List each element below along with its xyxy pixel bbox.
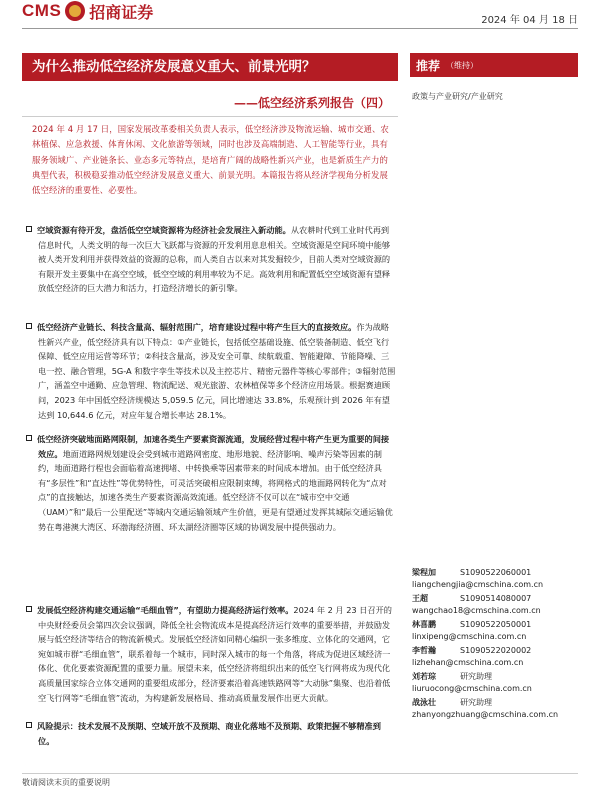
section-lead: 发展低空经济构建交通运输“毛细血管”，有望助力提高经济运行效率。 — [37, 605, 294, 615]
analyst-entry — [412, 645, 580, 668]
section-text: 地面道路网规划建设会受到城市道路网密度、地形地貌、经济影响、噪声污染等因素的制约，地面道路行程也会面临着高速拥堵、中转换乘等因素带来的时间成本增加。由于低空经济具有“多层性”和“直达性”等优势特性，可灵活突破相应限制束缚，将网格式的地面路网转化为“点对点”的直接触达，加速各类生产要素资源高效流通。低空经济不仅可以在“城市空中交通（UAM）”和“最后一公里配送”等城内交通运输领域产生价值，更是有望通过发挥其城际交通运输优势在粤港澳大湾区、环渤海经济圈、环太湖经济圈等区域的协调发展中提供强动力。 — [38, 448, 393, 532]
section-risk-warning — [26, 719, 396, 748]
section-lead: 低空经济产业链长、科技含量高、辐射范围广，培育建设过程中将产生巨大的直接效应。 — [37, 322, 357, 332]
analyst-code: S1090514080007 — [460, 594, 532, 603]
analyst-code: S1090522050001 — [460, 620, 532, 629]
section-text: 2024 年 2 月 23 日召开的中央财经委员会第四次会议强调，降低全社会物流成本是提高经济运行效率的重要举措，并鼓励发展与低空经济等结合的物流新模式。发展低空经济如同精心编织一张多维度、立体化的交通网，它宛如城市群“毛细血管”，联系着每一个城市，同时深入城市的每一个角落，将成为促进区域经济一体化、优化要素资源配置的重要力量。展望未来，低空经济将组织出来的低空飞行网将成为现代化高质量国家综合立体交通网的重要组成部分，经济要素沿着高速铁路网等“大动脉”集聚、也沿着低空飞行网等“毛细血管”流动，为构建新发展格局、推动高质量发展作出更大贡献。 — [38, 605, 392, 703]
section-road-network — [26, 432, 396, 534]
section-text: 作为战略性新兴产业，低空经济具有以下特点：①产业链长，包括低空基础设施、低空装备制造、低空飞行保障、低空应用运营等环节；②科技含量高，涉及安全可靠、续航载重、智能避障、节能降噪、三电一控、融合管理，5G-A 和数字孪生等技术以及主控芯片、精密元器件等核心零部件；③辐射范围广，涵盖空中通勤、应急管理、物流配送、观光旅游、农林植保等多个经济应用场景。根据赛迪顾问，2023 年中国低空经济规模达 5,059.5 亿元，同比增速达 33.8%，乐观预计到 2026 年有望达到 10,644.6 亿元，对应年复合增长率达 28.1%。 — [38, 322, 396, 420]
section-airspace-resources — [26, 223, 396, 296]
analyst-name: 战泳壮 — [412, 698, 436, 707]
analyst-email[interactable]: zhanyongzhuang@cmschina.com.cn — [412, 709, 559, 719]
section-lead: 风险提示：技术发展不及预期、空域开放不及预期、商业化落地不及预期、政策把握不够精准到位。 — [37, 721, 381, 746]
report-title: 为什么推动低空经济发展意义重大、前景光明？ — [32, 59, 316, 75]
section-capillary-network — [26, 603, 396, 705]
analyst-entry — [412, 593, 580, 616]
rating-banner — [410, 53, 578, 77]
analyst-entry — [412, 619, 580, 642]
analyst-name: 梁程加 — [412, 568, 436, 577]
analyst-name: 林喜鹏 — [412, 620, 436, 629]
logo-cn-text: 招商证券 — [89, 2, 154, 22]
analyst-entry — [412, 567, 580, 590]
analyst-name: 王超 — [412, 594, 428, 603]
section-lead: 低空经济突破地面路网限制，加速各类生产要素资源流通，发展经营过程中将产生更为重要的间接效应。 — [37, 434, 390, 459]
company-logo — [22, 0, 153, 22]
analyst-code: S1090522060001 — [460, 568, 532, 577]
analyst-name: 刘若琮 — [412, 672, 436, 681]
section-text: 从农耕时代到工业时代再到信息时代，人类文明的每一次巨大飞跃都与资源的开发利用息息相关。空域资源是空间环境中能够被人类开发利用并获得效益的资源的总称，而人类自古以来对其发掘较少，目前人类对空域资源的有限开发主要集中在高空空域，低空空域的利用率较为不足。高效利用和配置低空空域资源有望释放低空经济的巨大潜力和活力，打造经济增长的新引擎。 — [38, 225, 391, 294]
report-category: 政策与产业研究/产业研究 — [412, 92, 503, 101]
analyst-role: 研究助理 — [460, 698, 492, 707]
analyst-email[interactable]: linxipeng@cmschina.com.cn — [412, 631, 527, 641]
section-body — [26, 223, 396, 296]
summary-paragraph: 2024 年 4 月 17 日，国家发展改革委相关负责人表示，低空经济涉及物流运输、城市交通、农林植保、应急救援、体育休闲、文化旅游等领域，同时也涉及高端制造、人工智能等行业，具有服务领域广、产业链条长、业态多元等特点，是培育广阔的战略性新兴产业，也是新质生产力的典型代表，积极稳妥推动低空经济发展意义重大、前景光明。本篇报告将从经济学视角分析发展低空经济的重要性、必要性。 — [32, 124, 389, 196]
analyst-email[interactable]: lizhehan@cmschina.com.cn — [412, 657, 524, 667]
analyst-name: 李哲瀚 — [412, 646, 436, 655]
footer-note: 敬请阅读末页的重要说明 — [22, 778, 110, 787]
analyst-code: S1090522020002 — [460, 646, 532, 655]
analyst-email[interactable]: wangchao18@cmschina.com.cn — [412, 605, 541, 615]
analyst-email[interactable]: liangchengjia@cmschina.com.cn — [412, 579, 544, 589]
square-bullet-icon — [26, 226, 32, 232]
logo-seal-icon — [65, 1, 85, 21]
analyst-email[interactable]: liuruocong@cmschina.com.cn — [412, 683, 532, 693]
subtitle-divider — [22, 116, 398, 117]
report-subtitle: ——低空经济系列报告（四） — [233, 96, 390, 110]
analyst-role: 研究助理 — [460, 672, 492, 681]
logo-cms-text: CMS — [22, 1, 62, 20]
page-header — [0, 0, 600, 28]
square-bullet-icon — [26, 606, 32, 612]
footer-divider — [22, 773, 578, 774]
section-body — [26, 719, 396, 748]
section-body — [26, 320, 396, 422]
section-industry-chain — [26, 320, 396, 422]
sidebar — [410, 53, 578, 102]
header-divider — [22, 28, 578, 29]
analyst-entry — [412, 697, 580, 720]
rating-title: 推荐 — [416, 58, 441, 73]
title-banner — [22, 53, 398, 81]
square-bullet-icon — [26, 722, 32, 728]
analyst-entry — [412, 671, 580, 694]
rating-sub: （维持） — [446, 60, 479, 70]
square-bullet-icon — [26, 435, 32, 441]
analyst-list — [412, 567, 580, 720]
square-bullet-icon — [26, 323, 32, 329]
section-lead: 空域资源有待开发，盘活低空空域资源将为经济社会发展注入新动能。 — [37, 225, 291, 235]
section-body — [26, 603, 396, 705]
report-date: 2024 年 04 月 18 日 — [481, 15, 578, 26]
section-body — [26, 432, 396, 534]
